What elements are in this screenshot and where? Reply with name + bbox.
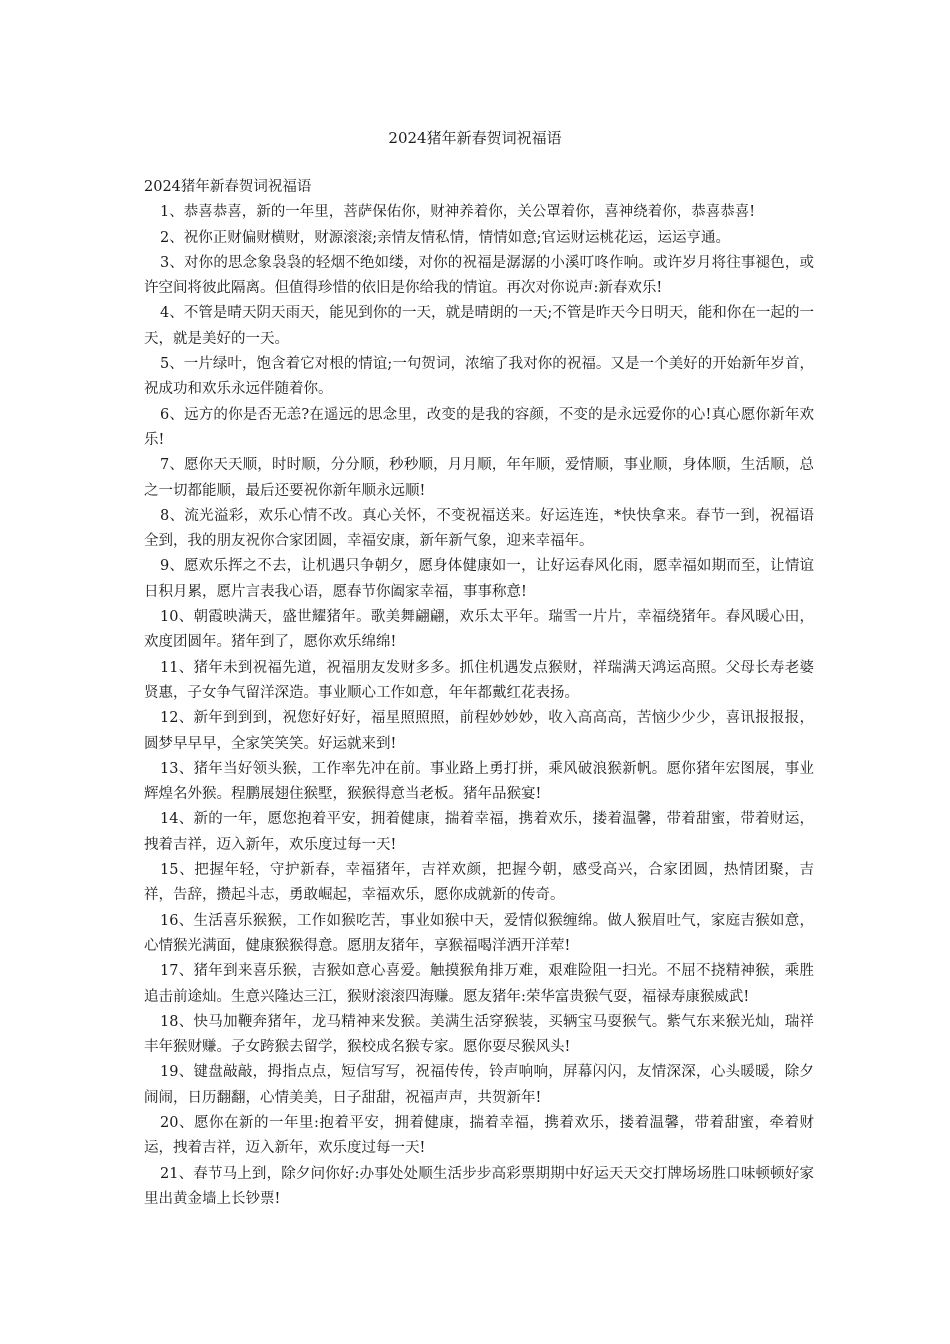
greeting-paragraph: 7、愿你天天顺，时时顺，分分顺，秒秒顺，月月顺，年年顺，爱情顺，事业顺，身体顺，生活顺，总之一切都能顺，最后还要祝你新年顺永远顺! [144,457,814,499]
greeting-paragraph: 19、键盘敲敲，拇指点点，短信写写，祝福传传，铃声响响，屏幕闪闪，友情深深，心头暖暖，除夕闹闹，日历翻翻，心情美美，日子甜甜，祝福声声，共贺新年! [144,1064,814,1106]
greeting-paragraph: 4、不管是晴天阴天雨天，能见到你的一天，就是晴朗的一天;不管是昨天今日明天，能和你在一起的一天，就是美好的一天。 [144,305,814,347]
greeting-paragraph: 16、生活喜乐猴猴，工作如猴吃苦，事业如猴中天，爱情似猴缠绵。做人猴眉吐气，家庭吉猴如意，心情猴光满面，健康猴猴得意。愿朋友猪年，享猴福喝洋洒开洋荤! [144,912,814,954]
greeting-paragraph: 2、祝你正财偏财横财，财源滚滚;亲情友情私情，情情如意;官运财运桃花运，运运亨通。 [160,229,730,246]
greeting-paragraph: 8、流光溢彩，欢乐心情不改。真心关怀，不变祝福送来。好运连连，*快快拿来。春节一到，祝福语全到，我的朋友祝你合家团圆，幸福安康，新年新气象，迎来幸福年。 [144,507,814,550]
greeting-paragraph: 12、新年到到到，祝您好好好，福星照照照，前程妙妙妙，收入高高高，苦恼少少少，喜讯报报报，圆梦早早早，全家笑笑笑。好运就来到! [144,710,814,752]
document-body [144,175,814,1212]
document-subtitle: 2024猪年新春贺词祝福语 [144,179,312,195]
greeting-paragraph: 21、春节马上到，除夕问你好:办事处处顺生活步步高彩票期期中好运天天交打牌场场胜口味顿顿好家里出黄金墙上长钞票! [144,1165,814,1207]
greeting-paragraph: 13、猪年当好领头猴，工作率先冲在前。事业路上勇打拼，乘风破浪猴新帆。愿你猪年宏图展，事业辉煌名外猴。程鹏展翅住猴墅，猴猴得意当老板。猪年品猴宴! [144,760,814,803]
document-title: 2024猪年新春贺词祝福语 [388,129,562,147]
greeting-paragraph: 17、猪年到来喜乐猴，吉猴如意心喜爱。触摸猴角排万难，艰难险阻一扫光。不屈不挠精神猴，乘胜追击前途灿。生意兴隆达三江，猴财滚滚四海赚。愿友猪年:荣华富贵猴气耍，福禄寿康猴威武! [144,963,814,1005]
greeting-paragraph: 5、一片绿叶，饱含着它对根的情谊;一句贺词，浓缩了我对你的祝福。又是一个美好的开始新年岁首，祝成功和欢乐永远伴随着你。 [144,356,814,398]
greeting-paragraph: 1、恭喜恭喜，新的一年里，菩萨保佑你，财神养着你，关公罩着你，喜神绕着你，恭喜恭喜! [160,204,756,221]
greeting-paragraph: 20、愿你在新的一年里:抱着平安，拥着健康，揣着幸福，携着欢乐，搂着温馨，带着甜蜜，牵着财运，拽着吉祥，迈入新年，欢乐度过每一天! [144,1114,814,1157]
greeting-paragraph: 15、把握年轻，守护新春，幸福猪年，吉祥欢颜，把握今朝，感受高兴，合家团圆，热情团聚，吉祥，告辞，攒起斗志，勇敢崛起，幸福欢乐，愿你成就新的传奇。 [144,862,814,904]
greeting-paragraph: 14、新的一年，愿您抱着平安，拥着健康，揣着幸福，携着欢乐，搂着温馨，带着甜蜜，带着财运，拽着吉祥，迈入新年，欢乐度过每一天! [144,811,814,853]
greeting-paragraph: 18、快马加鞭奔猪年，龙马精神来发猴。美满生活穿猴装，买辆宝马耍猴气。紫气东来猴光灿，瑞祥丰年猴财赚。子女跨猴去留学，猴校成名猴专家。愿你耍尽猴风头! [144,1013,814,1056]
greeting-paragraph: 9、愿欢乐挥之不去，让机遇只争朝夕，愿身体健康如一，让好运春风化雨，愿幸福如期而至，让情谊日积月累，愿片言表我心语，愿春节你阖家幸福，事事称意! [144,558,814,600]
greeting-paragraph: 3、对你的思念象袅袅的轻烟不绝如缕，对你的祝福是潺潺的小溪叮咚作响。或许岁月将往事褪色，或许空间将彼此隔离。但值得珍惜的依旧是你给我的情谊。再次对你说声:新春欢乐! [144,254,814,297]
greeting-paragraph: 11、猪年未到祝福先道，祝福朋友发财多多。抓住机遇发点猴财，祥瑞满天鸿运高照。父母长寿老婆贤惠，子女争气留洋深造。事业顺心工作如意，年年都戴红花表扬。 [144,659,814,701]
greeting-paragraph: 10、朝霞映满天，盛世耀猪年。歌美舞翩翩，欢乐太平年。瑞雪一片片，幸福绕猪年。春风暖心田，欢度团圆年。猪年到了，愿你欢乐绵绵! [144,609,814,651]
greeting-paragraph: 6、远方的你是否无恙?在遥远的思念里，改变的是我的容颜，不变的是永远爱你的心!真心愿你新年欢乐! [144,406,814,448]
